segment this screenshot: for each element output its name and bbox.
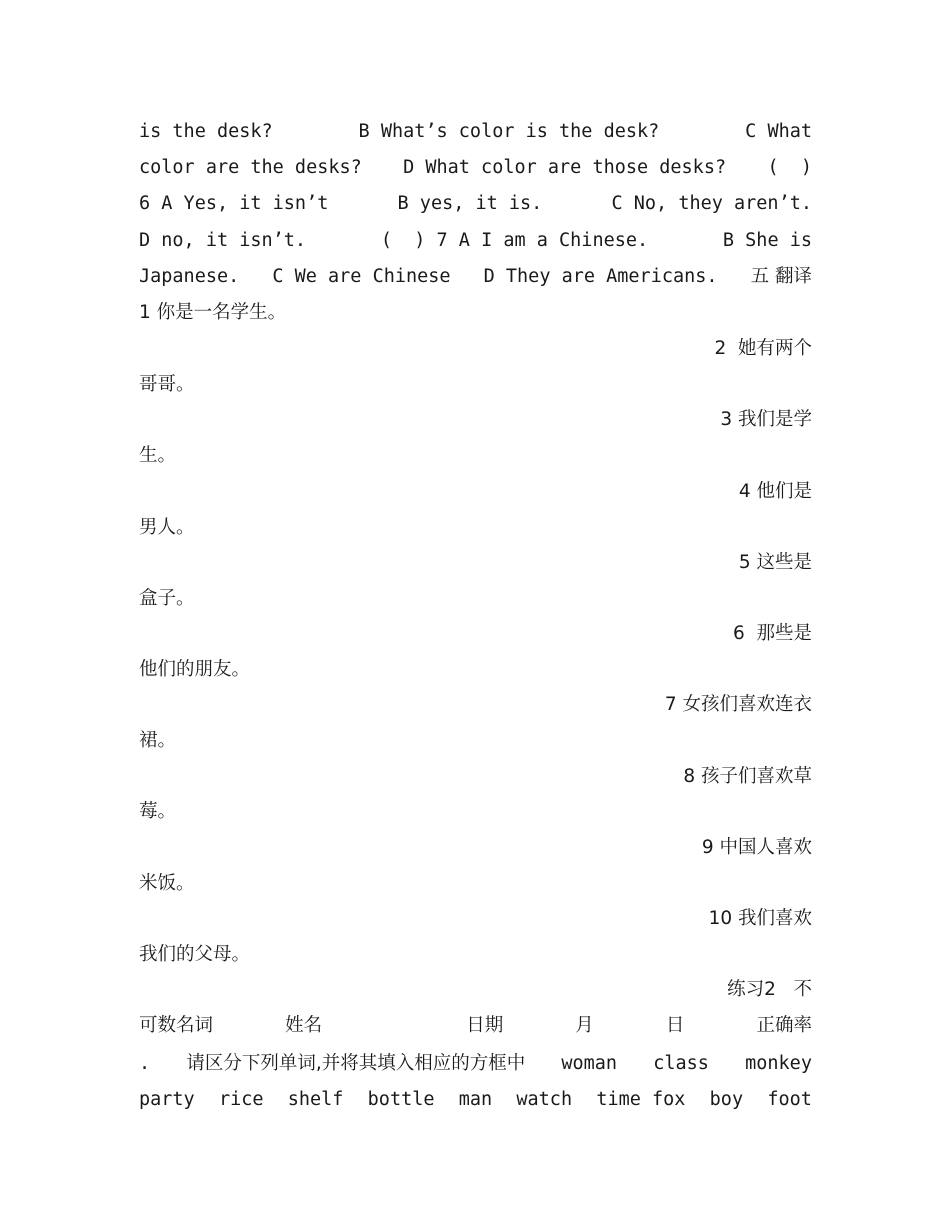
text-segment: D What color are those desks? — [403, 157, 727, 178]
text-segment: C We are Chinese — [272, 266, 451, 287]
text-line-16: 他们的朋友。 — [139, 659, 251, 680]
word-item: watch — [516, 1089, 573, 1110]
date-label: 日期 — [466, 1015, 504, 1036]
text-line-5 — [139, 264, 812, 290]
text-line-9: 3 我们是学 — [720, 409, 812, 430]
word-item: man — [458, 1089, 493, 1110]
text-segment: B She is — [722, 230, 812, 251]
text-segment: ( ) 7 A I am a Chinese. — [380, 230, 649, 251]
text-segment: C What — [745, 121, 812, 142]
word-item: party — [139, 1089, 195, 1110]
word-item: rice — [218, 1089, 264, 1110]
text-segment: . — [139, 1053, 151, 1074]
month-label: 月 — [575, 1015, 594, 1036]
text-segment: B What’s color is the desk? — [358, 121, 660, 142]
word-item: foot — [767, 1089, 812, 1110]
text-line-15: 6 那些是 — [732, 623, 812, 644]
word-item: woman — [561, 1053, 618, 1074]
word-item: boy — [709, 1089, 744, 1110]
text-line-27 — [139, 1051, 812, 1077]
text-line-19: 8 孩子们喜欢草 — [683, 766, 812, 787]
text-segment: C No, they aren’t. — [611, 193, 812, 214]
name-label: 姓名 — [285, 1015, 323, 1036]
text-line-14: 盒子。 — [139, 588, 195, 609]
text-line-26 — [139, 1013, 812, 1039]
text-line-22: 米饭。 — [139, 873, 195, 894]
text-line-10: 生。 — [139, 445, 177, 466]
text-line-20: 莓。 — [139, 801, 177, 822]
text-line-23: 10 我们喜欢 — [708, 908, 812, 929]
word-item: bottle — [367, 1089, 435, 1110]
word-item: time fox — [596, 1089, 686, 1110]
text-line-11: 4 他们是 — [738, 481, 812, 502]
word-item: class — [653, 1053, 709, 1074]
word-item: monkey — [745, 1053, 812, 1074]
text-line-12: 男人。 — [139, 517, 195, 538]
text-segment: D They are Americans. — [483, 266, 718, 287]
text-line-4 — [139, 228, 812, 254]
text-line-2 — [139, 155, 812, 181]
text-segment: is the desk? — [139, 121, 273, 142]
section-heading-translate: 五 翻译 — [750, 266, 812, 287]
text-line-28 — [139, 1087, 812, 1113]
text-segment: ( ) — [767, 157, 812, 178]
day-label: 日 — [665, 1015, 685, 1036]
text-line-24: 我们的父母。 — [139, 944, 251, 965]
text-line-8: 哥哥。 — [139, 374, 195, 395]
text-line-3 — [139, 191, 812, 217]
text-segment: 可数名词 — [139, 1015, 214, 1036]
exercise-2-heading: 练习2 不 — [727, 979, 812, 1000]
text-segment: color are the desks? — [139, 157, 362, 178]
accuracy-label: 正确率 — [756, 1015, 812, 1036]
word-item: shelf — [287, 1089, 344, 1110]
text-segment: D no, it isn’t. — [139, 230, 307, 251]
text-line-1 — [139, 119, 812, 145]
text-line-13: 5 这些是 — [738, 552, 812, 573]
text-line-7: 2 她有两个 — [714, 338, 812, 359]
text-segment: 6 A Yes, it isn’t — [139, 193, 329, 214]
text-line-6: 1 你是一名学生。 — [139, 302, 287, 323]
text-line-17: 7 女孩们喜欢连衣 — [664, 694, 812, 715]
text-segment: B yes, it is. — [397, 193, 543, 214]
instruction-text: 请区分下列单词,并将其填入相应的方框中 — [186, 1053, 526, 1074]
text-segment: Japanese. — [139, 266, 240, 287]
text-line-18: 裙。 — [139, 730, 177, 751]
text-line-21: 9 中国人喜欢 — [701, 837, 812, 858]
